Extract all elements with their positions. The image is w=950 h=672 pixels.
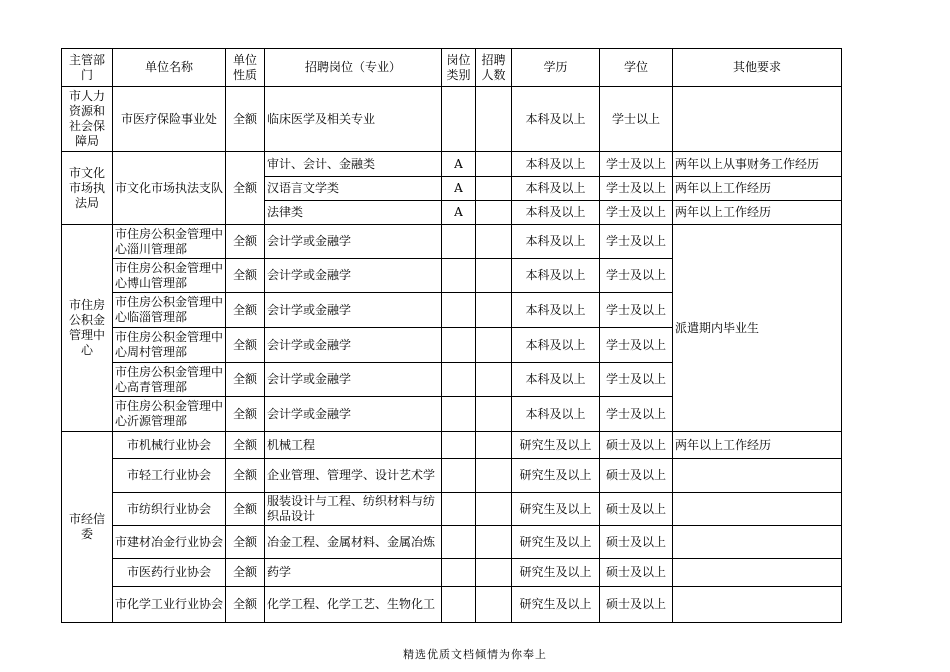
table-row xyxy=(62,559,842,587)
education-cell: 研究生及以上 xyxy=(512,493,600,526)
category-cell xyxy=(442,328,476,363)
table-row xyxy=(62,526,842,559)
other-cell xyxy=(673,526,842,559)
table-row xyxy=(62,152,842,177)
degree-cell: 学士及以上 xyxy=(600,152,673,177)
post-cell: 会计学或金融学 xyxy=(265,225,442,259)
other-cell xyxy=(673,559,842,587)
post-cell: 企业管理、管理学、设计艺术学 xyxy=(265,459,442,493)
education-cell: 本科及以上 xyxy=(512,328,600,363)
category-cell xyxy=(442,225,476,259)
category-cell xyxy=(442,397,476,432)
count-cell xyxy=(476,87,512,152)
post-cell: 会计学或金融学 xyxy=(265,397,442,432)
header-degree: 学位 xyxy=(600,49,673,87)
unit-cell: 市医疗保险事业处 xyxy=(113,87,226,152)
count-cell xyxy=(476,201,512,225)
nature-cell: 全额 xyxy=(226,493,265,526)
other-cell xyxy=(673,493,842,526)
category-cell xyxy=(442,493,476,526)
table-row xyxy=(62,459,842,493)
post-cell: 化学工程、化学工艺、生物化工 xyxy=(265,587,442,623)
post-cell: 药学 xyxy=(265,559,442,587)
education-cell: 研究生及以上 xyxy=(512,432,600,459)
post-cell: 汉语言文学类 xyxy=(265,177,442,201)
degree-cell: 学士以上 xyxy=(600,87,673,152)
unit-cell: 市住房公积金管理中心临淄管理部 xyxy=(113,293,226,328)
unit-cell: 市住房公积金管理中心博山管理部 xyxy=(113,259,226,293)
education-cell: 本科及以上 xyxy=(512,177,600,201)
dept-cell: 市文化市场执法局 xyxy=(62,152,113,225)
post-cell: 会计学或金融学 xyxy=(265,293,442,328)
education-cell: 本科及以上 xyxy=(512,293,600,328)
nature-cell: 全额 xyxy=(226,225,265,259)
unit-cell: 市纺织行业协会 xyxy=(113,493,226,526)
education-cell: 本科及以上 xyxy=(512,201,600,225)
count-cell xyxy=(476,432,512,459)
recruitment-table xyxy=(61,48,842,623)
unit-cell: 市住房公积金管理中心沂源管理部 xyxy=(113,397,226,432)
nature-cell: 全额 xyxy=(226,559,265,587)
other-cell: 两年以上工作经历 xyxy=(673,201,842,225)
unit-cell: 市住房公积金管理中心淄川管理部 xyxy=(113,225,226,259)
category-cell: A xyxy=(442,201,476,225)
degree-cell: 学士及以上 xyxy=(600,177,673,201)
post-cell: 会计学或金融学 xyxy=(265,328,442,363)
education-cell: 研究生及以上 xyxy=(512,526,600,559)
header-count: 招聘人数 xyxy=(476,49,512,87)
degree-cell: 学士及以上 xyxy=(600,259,673,293)
unit-cell: 市医药行业协会 xyxy=(113,559,226,587)
nature-cell: 全额 xyxy=(226,293,265,328)
degree-cell: 学士及以上 xyxy=(600,328,673,363)
post-cell: 机械工程 xyxy=(265,432,442,459)
nature-cell: 全额 xyxy=(226,432,265,459)
category-cell xyxy=(442,87,476,152)
count-cell xyxy=(476,152,512,177)
other-cell: 两年以上工作经历 xyxy=(673,177,842,201)
unit-cell: 市机械行业协会 xyxy=(113,432,226,459)
education-cell: 本科及以上 xyxy=(512,225,600,259)
other-cell xyxy=(673,87,842,152)
count-cell xyxy=(476,293,512,328)
education-cell: 研究生及以上 xyxy=(512,459,600,493)
category-cell xyxy=(442,363,476,397)
count-cell xyxy=(476,559,512,587)
header-unit: 单位名称 xyxy=(113,49,226,87)
count-cell xyxy=(476,259,512,293)
degree-cell: 硕士及以上 xyxy=(600,432,673,459)
post-cell: 临床医学及相关专业 xyxy=(265,87,442,152)
unit-cell: 市轻工行业协会 xyxy=(113,459,226,493)
category-cell xyxy=(442,459,476,493)
nature-cell: 全额 xyxy=(226,397,265,432)
nature-cell: 全额 xyxy=(226,87,265,152)
nature-cell: 全额 xyxy=(226,459,265,493)
other-cell: 两年以上从事财务工作经历 xyxy=(673,152,842,177)
education-cell: 本科及以上 xyxy=(512,363,600,397)
education-cell: 本科及以上 xyxy=(512,259,600,293)
count-cell xyxy=(476,328,512,363)
count-cell xyxy=(476,363,512,397)
unit-cell: 市住房公积金管理中心高青管理部 xyxy=(113,363,226,397)
degree-cell: 硕士及以上 xyxy=(600,493,673,526)
post-cell: 冶金工程、金属材料、金属冶炼 xyxy=(265,526,442,559)
nature-cell: 全额 xyxy=(226,152,265,225)
degree-cell: 学士及以上 xyxy=(600,225,673,259)
other-cell xyxy=(673,587,842,623)
unit-cell: 市建材冶金行业协会 xyxy=(113,526,226,559)
category-cell xyxy=(442,559,476,587)
degree-cell: 学士及以上 xyxy=(600,363,673,397)
education-cell: 本科及以上 xyxy=(512,152,600,177)
header-dept: 主管部门 xyxy=(62,49,113,87)
education-cell: 本科及以上 xyxy=(512,87,600,152)
header-education: 学历 xyxy=(512,49,600,87)
count-cell xyxy=(476,459,512,493)
header-category: 岗位类别 xyxy=(442,49,476,87)
degree-cell: 硕士及以上 xyxy=(600,559,673,587)
category-cell xyxy=(442,293,476,328)
post-cell: 法律类 xyxy=(265,201,442,225)
nature-cell: 全额 xyxy=(226,363,265,397)
unit-cell: 市化学工业行业协会 xyxy=(113,587,226,623)
degree-cell: 学士及以上 xyxy=(600,397,673,432)
category-cell xyxy=(442,432,476,459)
nature-cell: 全额 xyxy=(226,587,265,623)
table-row xyxy=(62,87,842,152)
table-row xyxy=(62,225,842,259)
header-nature: 单位性质 xyxy=(226,49,265,87)
degree-cell: 硕士及以上 xyxy=(600,526,673,559)
dept-cell: 市人力资源和社会保障局 xyxy=(62,87,113,152)
header-row xyxy=(62,49,842,87)
category-cell xyxy=(442,259,476,293)
other-cell-merged: 派遣期内毕业生 xyxy=(673,225,842,432)
category-cell xyxy=(442,587,476,623)
unit-cell: 市住房公积金管理中心周村管理部 xyxy=(113,328,226,363)
page-footer: 精选优质文档倾情为你奉上 xyxy=(403,648,547,661)
degree-cell: 硕士及以上 xyxy=(600,459,673,493)
category-cell: A xyxy=(442,177,476,201)
count-cell xyxy=(476,526,512,559)
education-cell: 研究生及以上 xyxy=(512,587,600,623)
count-cell xyxy=(476,177,512,201)
degree-cell: 学士及以上 xyxy=(600,293,673,328)
other-cell: 两年以上工作经历 xyxy=(673,432,842,459)
count-cell xyxy=(476,587,512,623)
nature-cell: 全额 xyxy=(226,526,265,559)
post-cell: 会计学或金融学 xyxy=(265,259,442,293)
dept-cell: 市经信委 xyxy=(62,432,113,623)
table-row xyxy=(62,432,842,459)
table-row xyxy=(62,493,842,526)
count-cell xyxy=(476,225,512,259)
table-row xyxy=(62,587,842,623)
post-cell: 审计、会计、金融类 xyxy=(265,152,442,177)
post-cell: 服装设计与工程、纺织材料与纺织品设计 xyxy=(265,493,442,526)
header-post: 招聘岗位（专业） xyxy=(265,49,442,87)
unit-cell: 市文化市场执法支队 xyxy=(113,152,226,225)
education-cell: 本科及以上 xyxy=(512,397,600,432)
education-cell: 研究生及以上 xyxy=(512,559,600,587)
degree-cell: 硕士及以上 xyxy=(600,587,673,623)
nature-cell: 全额 xyxy=(226,328,265,363)
header-other: 其他要求 xyxy=(673,49,842,87)
nature-cell: 全额 xyxy=(226,259,265,293)
category-cell xyxy=(442,526,476,559)
degree-cell: 学士及以上 xyxy=(600,201,673,225)
dept-cell: 市住房公积金管理中心 xyxy=(62,225,113,432)
other-cell xyxy=(673,459,842,493)
category-cell: A xyxy=(442,152,476,177)
count-cell xyxy=(476,493,512,526)
post-cell: 会计学或金融学 xyxy=(265,363,442,397)
count-cell xyxy=(476,397,512,432)
